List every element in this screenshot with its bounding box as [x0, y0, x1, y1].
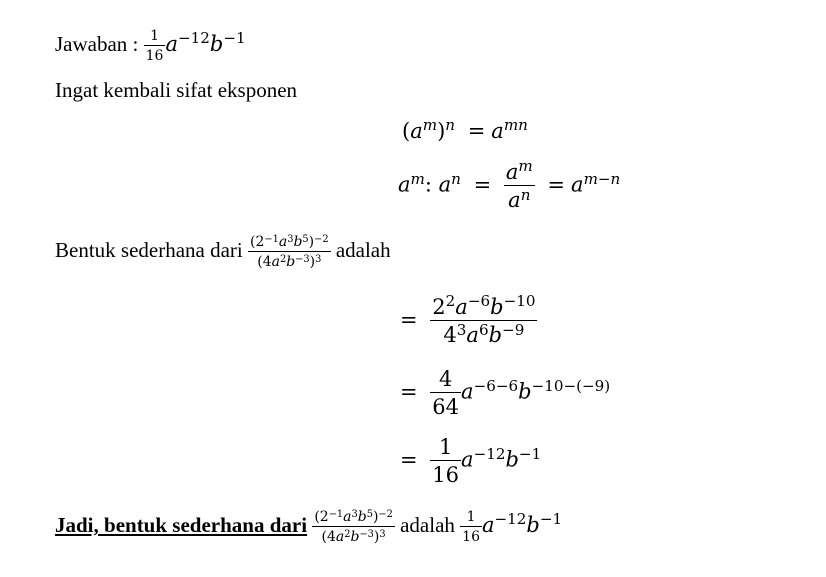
answer-coefficient	[144, 28, 166, 64]
rule2-num-m: m	[518, 157, 533, 176]
answer-line	[55, 28, 246, 64]
conclusion-a-exp: −12	[494, 510, 527, 529]
step3-b-exp: −1	[518, 445, 542, 464]
rule2-a2: a	[438, 172, 452, 197]
answer-b: b	[209, 31, 224, 56]
step3-a-exp: −12	[473, 445, 506, 464]
recall-line: Ingat kembali sifat eksponen	[55, 78, 298, 102]
answer-b-exp: −1	[223, 29, 246, 48]
rule1-n: n	[445, 116, 455, 135]
rule2-equals-1: =	[473, 172, 492, 197]
step2-equals: =	[400, 379, 418, 404]
rule2-rhs-a: a	[571, 172, 584, 197]
question-prefix: Bentuk sederhana dari	[55, 237, 243, 262]
rule1-m: m	[422, 116, 438, 135]
question-expression: $\frac{(2^{-1}a^3b^5)^{-2}}{(4a^2b^{-3})^3}$	[250, 233, 329, 271]
rule2-rhs-exp: m−n	[583, 170, 621, 189]
rule2-fraction	[504, 157, 535, 213]
rule1-rhs-exp: mn	[503, 116, 528, 135]
conclusion-expression: $\frac{(2^{-1}a^3b^5)^{-2}}{(4a^2b^{-3})^3}$	[314, 508, 393, 546]
conclusion-b-exp: −1	[539, 510, 563, 529]
rule1-equals: =	[467, 119, 486, 143]
rule2-colon: :	[424, 172, 432, 197]
question-suffix: adalah	[335, 237, 391, 262]
step1-fraction: $\frac{2^2a^{-6}b^{-10}}{4^3a^6b^{-9}}$	[432, 292, 536, 348]
answer-coef-numerator: 1	[144, 28, 166, 46]
conclusion-a: a	[481, 512, 495, 537]
rule2-den-a: a	[508, 188, 521, 213]
rule1-open: (	[402, 119, 411, 143]
step2-b: b	[518, 379, 532, 404]
conclusion-coefficient: $\frac{1}{16}$	[462, 509, 480, 546]
step3-a: a	[461, 447, 474, 472]
rule1-close: )	[437, 119, 446, 143]
question-line	[55, 234, 391, 270]
step2-b-exp: −10−(−9)	[531, 377, 611, 396]
answer-label: Jawaban :	[55, 31, 139, 56]
answer-a: a	[165, 31, 178, 56]
step2-a-exp: −6−6	[473, 377, 519, 396]
rule2-den-n: n	[520, 185, 531, 204]
step-3	[400, 435, 541, 487]
rule2-equals-2: =	[547, 172, 566, 197]
rule2-a1: a	[398, 172, 411, 197]
step-1	[400, 292, 537, 348]
answer-a-exp: −12	[178, 29, 210, 48]
step-2	[400, 367, 610, 419]
rule1-rhs-a: a	[491, 119, 504, 143]
step3-fraction: $\frac{1}{16}$	[432, 435, 460, 488]
rule-division	[398, 157, 621, 213]
conclusion-b: b	[526, 512, 540, 537]
rule1-a: a	[410, 119, 423, 143]
conclusion-line	[55, 509, 562, 545]
rule2-m: m	[410, 170, 425, 189]
conclusion-prefix: Jadi, bentuk sederhana dari	[55, 512, 308, 537]
step2-a: a	[461, 379, 474, 404]
rule2-num-a: a	[505, 160, 519, 184]
rule2-n: n	[451, 170, 461, 189]
step3-equals: =	[400, 447, 418, 472]
step2-fraction: $\frac{4}{64}$	[432, 367, 460, 420]
step3-b: b	[505, 447, 519, 472]
step1-equals: =	[400, 307, 418, 332]
conclusion-mid: adalah	[400, 512, 455, 537]
rule-power-of-power	[402, 116, 528, 143]
answer-coef-denominator: 16	[145, 48, 164, 65]
